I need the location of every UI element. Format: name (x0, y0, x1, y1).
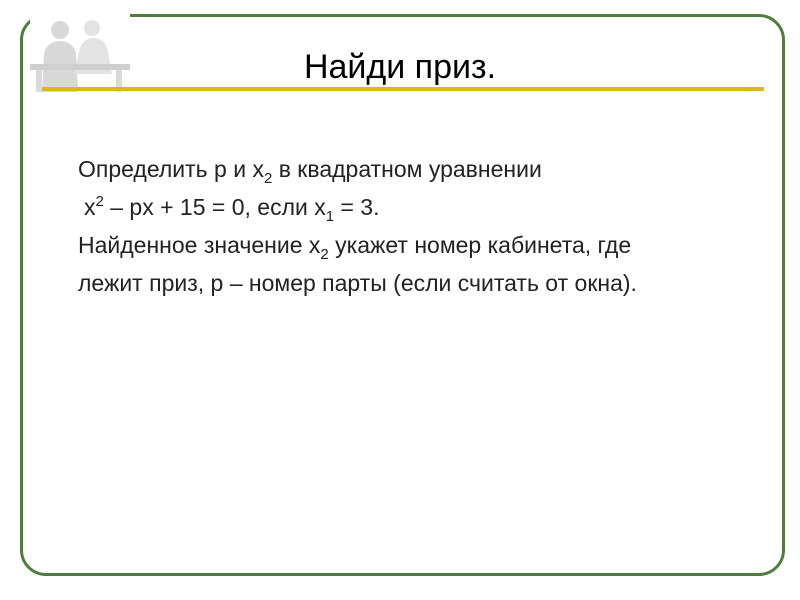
body-line-2-part-c: = 3. (334, 194, 380, 220)
body-line-4: лежит приз, p – номер парты (если считать от окна). (78, 270, 637, 296)
body-line-2-superscript: 2 (95, 193, 104, 210)
body-line-2-part-b: – px + 15 = 0, если x (103, 194, 326, 220)
body-line-3 (78, 226, 758, 264)
people-silhouette-logo-icon (30, 14, 130, 92)
body-line-1-part-a: Определить p и x (78, 156, 264, 182)
body-line-1 (78, 150, 758, 188)
body-line-3-part-b: укажет номер кабинета, где (328, 232, 632, 258)
body-line-2 (78, 188, 758, 226)
body-line-2-subscript: 1 (325, 208, 335, 225)
body-line-2-part-a: x (84, 194, 96, 220)
body-line-1-part-b: в квадратном уравнении (272, 156, 542, 182)
body-line-3-part-a: Найденное значение x (78, 232, 321, 258)
body-line-1-subscript: 2 (263, 170, 273, 187)
body-line-3-subscript: 2 (320, 246, 329, 263)
slide-title: Найди приз. (303, 48, 497, 86)
title-underline (42, 87, 764, 91)
slide-body (78, 150, 758, 302)
